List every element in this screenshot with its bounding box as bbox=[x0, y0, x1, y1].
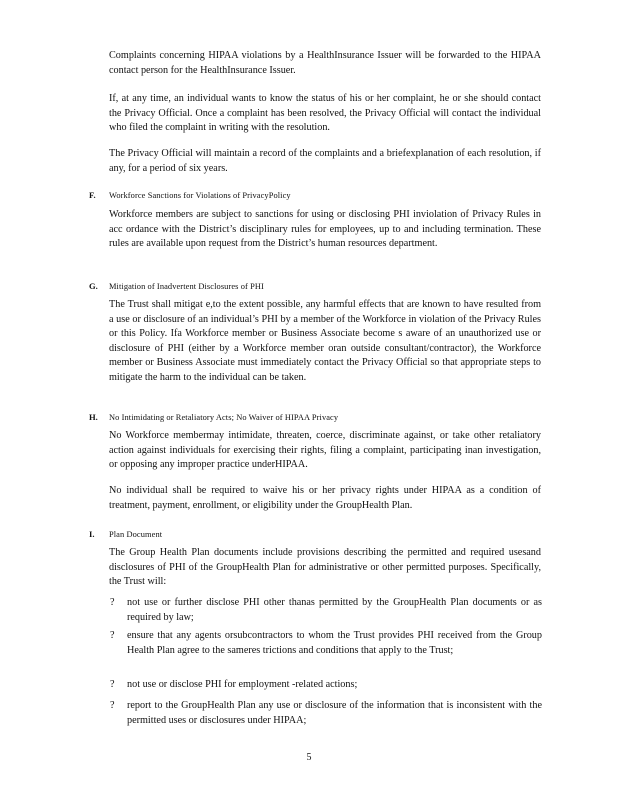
section-h-title: No Intimidating or Retaliatory Acts; No Waiver of HIPAA Privacy bbox=[109, 413, 339, 422]
section-i-letter: I. bbox=[89, 529, 95, 539]
bullet-marker: ? bbox=[110, 630, 115, 641]
complaint-records-paragraph: The Privacy Official will maintain a record of the complaints and a briefexplanation of each resolution, if any, for a period of six years. bbox=[109, 148, 541, 174]
list-item bbox=[110, 678, 542, 693]
section-g-title: Mitigation of Inadvertent Disclosures of PHI bbox=[109, 282, 264, 291]
list-item bbox=[110, 596, 542, 625]
section-h-heading bbox=[89, 412, 338, 422]
complaint-status-paragraph: If, at any time, an individual wants to know the status of his or her complaint, he or she should contact the Privacy Official. Once a complaint has been resolved, the Privacy Official will contact the individual who filed the complaint in writing with the resolution. bbox=[109, 93, 541, 134]
section-f-title: Workforce Sanctions for Violations of PrivacyPolicy bbox=[109, 191, 291, 200]
section-g-body: The Trust shall mitigat e,to the extent possible, any harmful effects that are known to have resulted from a use or disclosure of an individual’s PHI by a member of the Workforce in violation of the Privacy Rules or this Policy. Ifa Workforce member or Business Associate become s aware of an unauthorized use or disclosure of PHI (either by a Workforce member oran outside consultant/contractor), the Workforce member or Business Associate must immediately contact the Privacy Official so that appropriate steps to mitigate the harm to the individual can be taken. bbox=[109, 299, 541, 383]
section-f-heading bbox=[89, 190, 291, 200]
section-h-body-waiver: No individual shall be required to waive his or her privacy rights under HIPAA as a condition of treatment, payment, enrollment, or eligibility under the GroupHealth Plan. bbox=[109, 485, 541, 511]
section-g-letter: G. bbox=[89, 281, 98, 291]
bullet-text: not use or disclose PHI for employment -related actions; bbox=[127, 679, 358, 690]
page-number: 5 bbox=[306, 752, 312, 763]
bullet-text: report to the GroupHealth Plan any use or disclosure of the information that is inconsistent with the permitted uses or disclosures under HIPAA; bbox=[127, 700, 542, 726]
bullet-marker: ? bbox=[110, 679, 115, 690]
bullet-text: ensure that any agents orsubcontractors to whom the Trust provides PHI received from the Group Health Plan agree to the sameres trictions and conditions that apply to the Trust; bbox=[127, 630, 542, 656]
section-h-body-intimidation: No Workforce membermay intimidate, threaten, coerce, discriminate against, or take other retaliatory action against individuals for exercising their rights, filing a complaint, participating inan investigation, or opposing any improper practice underHIPAA. bbox=[109, 430, 541, 471]
section-h-letter: H. bbox=[89, 412, 98, 422]
list-item bbox=[110, 629, 542, 658]
bullet-marker: ? bbox=[110, 597, 115, 608]
list-item bbox=[110, 699, 542, 728]
bullet-text: not use or further disclose PHI other thanas permitted by the GroupHealth Plan documents or as required by law; bbox=[127, 597, 542, 623]
section-i-body: The Group Health Plan documents include provisions describing the permitted and required usesand disclosures of PHI of the GroupHealth Plan for administrative or other permitted purposes. Specifically, the Trust will: bbox=[109, 547, 541, 588]
section-g-heading bbox=[89, 281, 264, 291]
section-i-heading bbox=[89, 529, 162, 539]
section-i-title: Plan Document bbox=[109, 530, 163, 539]
section-f-letter: F. bbox=[89, 190, 96, 200]
complaints-forwarding-paragraph: Complaints concerning HIPAA violations by a HealthInsurance Issuer will be forwarded to the HIPAA contact person for the HealthInsurance Issuer. bbox=[109, 50, 541, 76]
section-f-body: Workforce members are subject to sanctions for using or disclosing PHI inviolation of Privacy Rules in acc ordance with the District’s disciplinary rules for employees, up to and including termination. These rules are available upon request from the District’s human resources department. bbox=[109, 209, 541, 250]
bullet-marker: ? bbox=[110, 700, 115, 711]
